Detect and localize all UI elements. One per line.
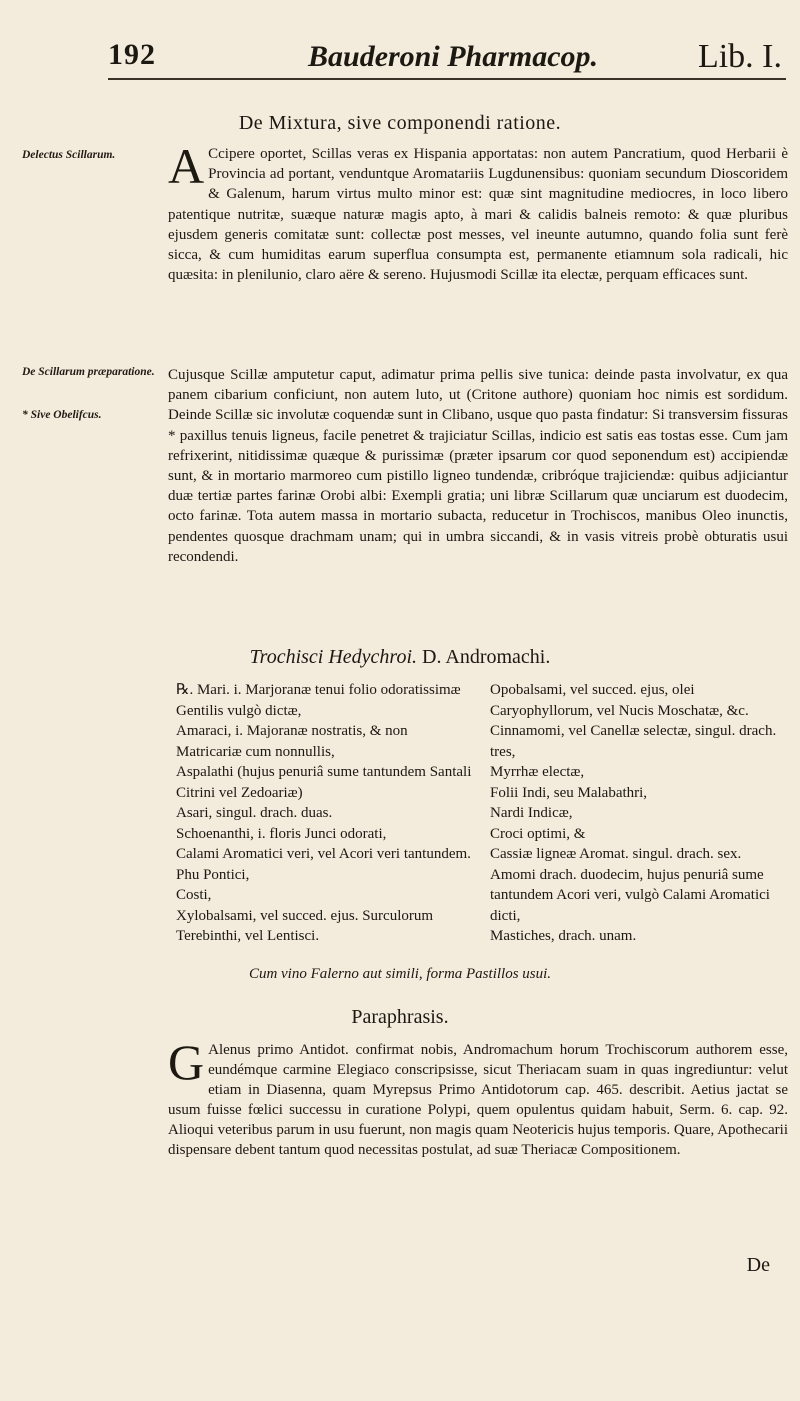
margin-note-preparatione: De Scillarum præparatione.	[22, 366, 155, 378]
ingredient-item: Aspalathi (hujus penuriâ sume tantundem Santali Citrini vel Zedoariæ)	[176, 764, 472, 801]
book-reference: Lib. I.	[697, 38, 782, 75]
ingredient-item: Amaraci, i. Majoranæ nostratis, & non Matricariæ cum nonnullis,	[176, 723, 408, 760]
paragraph-2-text: Cujusque Scillæ amputetur caput, adimatur prima pellis sive tunica: deinde pasta involvatur, ex qua panem cibarium conficiunt, non autem luto, ut (Critone authore) quoniam hoc nimis est sordidum. Deinde Scillæ sic involutæ coquendæ sunt in Clibano, usque quo pasta findatur: Si transversim fissuras * paxillus tenuis ligneus, facile penetret & trajiciatur Scillas, indicio est satis eas tostas esse. Cum jam refrixerint, nitidissimæ quæque & purissimæ (præter ipsarum cor quod seponendum est) accipiendæ sunt, & in mortario marmoreo cum pistillo ligneo tundendæ, cribróque trajiciendæ: quibus adjiciantur duæ tertiæ partes farinæ Orobi albi: Exempli gratia; uni libræ Scillarum quæ unciarum est duodecim, octo farinæ. Tota autem massa in mortario subacta, reducetur in Trochiscos, manibus Oleo inunctis, pendentes quosque drachmam unam; qui in umbra siccandi, & in vasis vitreis probè obturatis usui recondendi.	[168, 367, 788, 565]
paraphrasis-title: Paraphrasis.	[351, 1006, 449, 1028]
recipe-title	[0, 646, 800, 669]
section-title: De Mixtura, sive componendi ratione.	[238, 112, 562, 134]
margin-note-delectus: Delectus Scillarum.	[22, 149, 116, 161]
ingredient-item: Schoenanthi, i. floris Junci odorati,	[176, 825, 387, 842]
ingredient-item: Myrrhæ electæ,	[490, 764, 585, 780]
margin-note-obeliscus: * Sive Obelifcus.	[22, 409, 102, 421]
page-number: 192	[108, 38, 156, 71]
ingredient-item: ℞. Mari. i. Marjoranæ tenui folio odoratissimæ Gentilis vulgò dictæ,	[176, 682, 461, 719]
ingredient-item: Phu Pontici,	[176, 866, 250, 883]
ingredient-item: Folii Indi, seu Malabathri,	[490, 784, 648, 801]
page-header	[108, 38, 798, 88]
ingredient-item: Cassiæ ligneæ Aromat. singul. drach. sex.	[490, 846, 742, 862]
ingredient-item: Costi,	[176, 887, 212, 903]
paraphrasis-paragraph	[168, 1034, 788, 1160]
ingredient-item: Cinnamomi, vel Canellæ selectæ, singul. drach. tres,	[490, 723, 777, 760]
ingredient-item: Croci optimi, &	[490, 825, 586, 842]
ingredients-right-column	[490, 680, 790, 947]
ingredients-left-column	[176, 680, 476, 947]
paraphrasis-text: Alenus primo Antidot. confirmat nobis, Andromachum horum Trochiscorum authorem esse, eundémque carmine Elegiaco conscripsisse, sicut Theriacam suam in quas ingrediuntur: velut etiam in Diasenna, quam Myrepsus Primo Antidotorum cap. 465. describit. Aetius jactat se usum fuisse fœlici successu in curatione Polypi, quem opulentus quidam habuit, Serm. 6. cap. 92. Alioqui veteribus parum in usu fuerunt, non magis quam Neotericis hujus temporis. Quare, Apothecarii dispensare debent tantum quod necessitas postulat, ad suæ Theriacæ Compositionem.	[168, 1042, 788, 1158]
ingredient-item: Asari, singul. drach. duas.	[176, 805, 333, 821]
paraphrasis-drop-cap: G	[168, 1034, 205, 1090]
ingredient-item: Mastiches, drach. unam.	[490, 928, 637, 944]
drop-cap-initial: A	[168, 138, 205, 194]
ingredient-item: Opobalsami, vel succed. ejus, olei Caryophyllorum, vel Nucis Moschatæ, &c.	[490, 682, 749, 719]
paragraph-1-text: Ccipere oportet, Scillas veras ex Hispania apportatas: non autem Pancratium, quod Herbarii è Provincia ad portant, venduntque Aromatariis Lugdunensibus: quoniam secundum Dioscoridem & Galenum, harum virtus multo minor est: quæ sint magnitudine mediocres, in loco libero patentique nutritæ, suæque naturæ magis apto, à mari & calidis balneis remoto: & quæ pluribus ejusdem generis comitatæ sunt: collectæ post messes, vel ineunte autumno, quando folia sunt ferè sicca, & cum humiditas earum superflua consumpta est, permanente etiamnum sola radicali, hic quæsita: in plenilunio, claro aëre & sereno. Hujusmodi Scillæ ita electæ, perquam efficaces sunt.	[168, 146, 788, 284]
paragraph-delectus	[168, 138, 788, 285]
ingredient-item: Amomi drach. duodecim, hujus penuriâ sume tantundem Acori veri, vulgò Calami Aromatici dicti,	[490, 866, 770, 924]
running-title: Bauderoni Pharmacop.	[308, 40, 599, 73]
paragraph-preparatione	[168, 365, 788, 567]
recipe-name: Trochisci Hedychroi.	[249, 646, 418, 668]
header-rule	[108, 78, 786, 80]
recipe-author: D. Andromachi.	[422, 646, 551, 668]
recipe-instructions: Cum vino Falerno aut simili, forma Pastillos usui.	[248, 966, 552, 982]
ingredient-item: Xylobalsami, vel succed. ejus. Surculorum Terebinthi, vel Lentisci.	[176, 907, 434, 944]
catchword: De	[746, 1254, 770, 1276]
ingredient-item: Nardi Indicæ,	[490, 805, 573, 821]
ingredient-item: Calami Aromatici veri, vel Acori veri tantundem.	[176, 846, 471, 862]
